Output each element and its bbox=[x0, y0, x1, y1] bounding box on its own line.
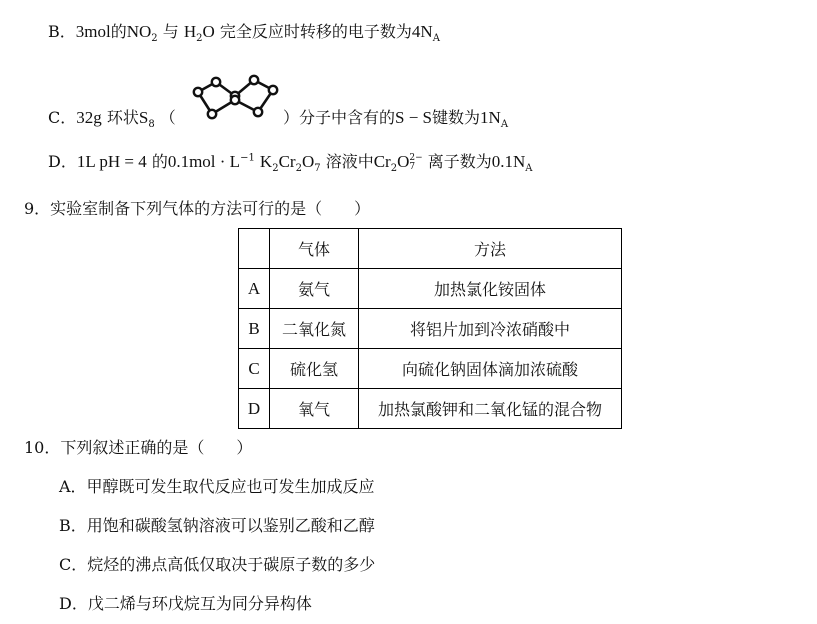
option-text: ）分子中含有的 bbox=[283, 108, 396, 127]
formula-text: O bbox=[301, 152, 315, 171]
option-text: （ bbox=[159, 108, 176, 127]
table-cell: 加热氯化铵固体 bbox=[359, 269, 622, 309]
formula-text: 1N bbox=[480, 108, 501, 127]
table-header-cell: 气体 bbox=[270, 229, 359, 269]
subscript: 7 bbox=[314, 163, 321, 175]
table-row bbox=[239, 309, 622, 349]
formula-text: NO bbox=[126, 22, 152, 41]
q10-option-d: D．戊二烯与环戊烷互为同分异构体 bbox=[59, 594, 312, 613]
subscript: 2 bbox=[151, 33, 158, 45]
q8-option-d bbox=[48, 152, 533, 175]
subscript: 2 bbox=[272, 163, 279, 175]
table-cell: 加热氯酸钾和二氧化锰的混合物 bbox=[359, 389, 622, 429]
option-text: 与 bbox=[162, 22, 179, 41]
q10-option-c: C．烷烃的沸点高低仅取决于碳原子数的多少 bbox=[59, 555, 376, 574]
table-row bbox=[239, 269, 622, 309]
table-cell: A bbox=[239, 269, 270, 309]
option-text: 环状 bbox=[106, 108, 139, 127]
option-text: 的 bbox=[110, 22, 127, 41]
formula-text: Cr bbox=[373, 152, 391, 171]
table-header-cell bbox=[239, 229, 270, 269]
formula-text: K bbox=[259, 152, 273, 171]
table-header-cell: 方法 bbox=[359, 229, 622, 269]
superscript: 2− bbox=[409, 152, 423, 163]
table-cell: 氧气 bbox=[270, 389, 359, 429]
table-header-row bbox=[239, 229, 622, 269]
option-text: 溶液中 bbox=[325, 152, 374, 171]
q10-option-a: A．甲醇既可发生取代反应也可发生加成反应 bbox=[59, 477, 375, 496]
ion-charge-and-count bbox=[409, 154, 422, 172]
formula-text: H bbox=[183, 22, 197, 41]
superscript: −1 bbox=[240, 152, 255, 164]
table-cell: C bbox=[239, 349, 270, 389]
subscript: 2 bbox=[295, 163, 302, 175]
subscript: 2 bbox=[196, 33, 203, 45]
option-text: 离子数为 bbox=[427, 152, 492, 171]
table-cell: 向硫化钠固体滴加浓硫酸 bbox=[359, 349, 622, 389]
q8-option-b bbox=[48, 22, 440, 45]
q8-option-c bbox=[48, 108, 176, 131]
subscript: 8 bbox=[148, 119, 155, 131]
option-text: 完全反应时转移的电子数为 bbox=[219, 22, 412, 41]
formula-text: 4N bbox=[411, 22, 433, 41]
formula-text: Cr bbox=[278, 152, 296, 171]
formula-text: 1L pH = 4 bbox=[76, 152, 147, 171]
q8-option-c-continued bbox=[283, 108, 509, 131]
table-row bbox=[239, 349, 622, 389]
formula-text: 32g bbox=[76, 108, 102, 127]
question-10-stem: 10．下列叙述正确的是（ ） bbox=[24, 438, 253, 457]
option-text: 的 bbox=[151, 152, 168, 171]
table-cell: 二氧化氮 bbox=[270, 309, 359, 349]
option-letter: D． bbox=[48, 152, 77, 171]
subscript: 7 bbox=[409, 161, 416, 172]
subscript: A bbox=[525, 163, 533, 175]
formula-text: O bbox=[397, 152, 410, 171]
gas-preparation-table bbox=[238, 228, 622, 429]
q10-option-b: B．用饱和碳酸氢钠溶液可以鉴别乙酸和乙醇 bbox=[59, 516, 375, 535]
table-cell: B bbox=[239, 309, 270, 349]
table-cell: 氨气 bbox=[270, 269, 359, 309]
subscript: A bbox=[500, 119, 509, 131]
table-cell: 硫化氢 bbox=[270, 349, 359, 389]
table-cell: D bbox=[239, 389, 270, 429]
question-9-stem: 9．实验室制备下列气体的方法可行的是（ ） bbox=[24, 199, 371, 218]
formula-text: O bbox=[202, 22, 215, 41]
formula-text: 0.1N bbox=[491, 152, 526, 171]
formula-text: 3mol bbox=[75, 22, 111, 41]
formula-text: 0.1mol · L bbox=[167, 152, 241, 171]
subscript: 2 bbox=[390, 163, 398, 175]
formula-text: S − S bbox=[395, 108, 433, 127]
table-row bbox=[239, 389, 622, 429]
s8-ring-structure bbox=[190, 70, 282, 122]
option-letter: C． bbox=[48, 108, 77, 127]
option-letter: B． bbox=[48, 22, 76, 41]
formula-text: S bbox=[138, 108, 149, 127]
option-text: 键数为 bbox=[432, 108, 481, 127]
subscript: A bbox=[432, 33, 440, 45]
table-cell: 将铝片加到冷浓硝酸中 bbox=[359, 309, 622, 349]
